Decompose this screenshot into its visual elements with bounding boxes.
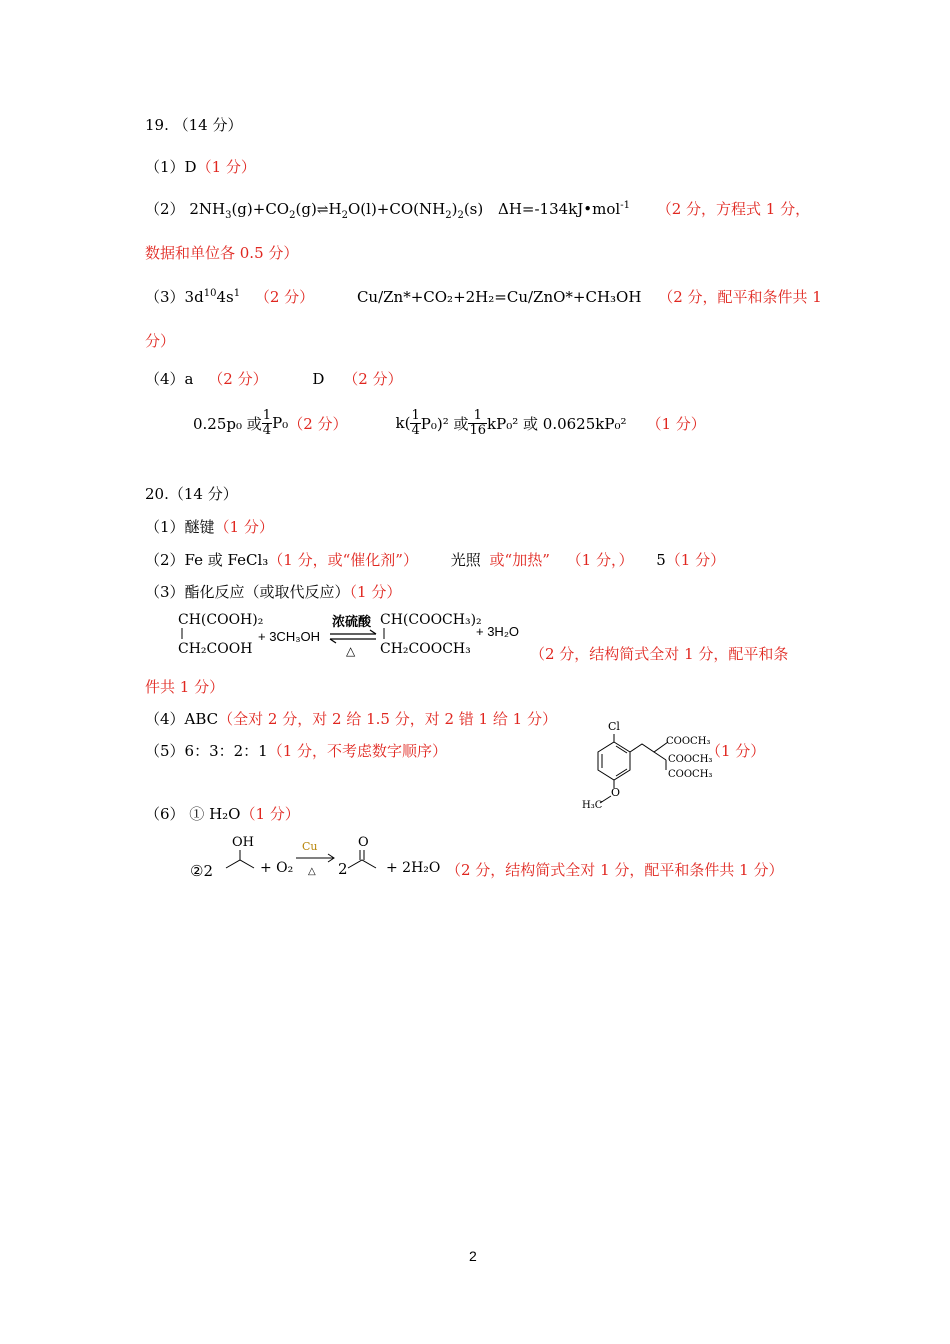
q20-part3-answer: （3）酯化反应（或取代反应）: [145, 583, 350, 601]
q20-part2-answer: （2）Fe 或 FeCl₃: [145, 551, 269, 569]
q19-header: 19. （14 分）: [145, 116, 243, 134]
q19-part4-score4: （1 分）: [646, 414, 706, 433]
q20-part3-score: （1 分）: [349, 583, 402, 601]
q19-part4-kp-sq: P₀)² 或: [420, 414, 469, 433]
product-ch2-cooch3: CH₂COOCH₃: [380, 641, 471, 657]
acetone-skeleton: [348, 860, 376, 868]
fraction-one-quarter-2: $\frac{1}{4}$: [411, 407, 420, 438]
q20-part2-light: 光照: [450, 551, 481, 569]
atom-o: O: [611, 786, 621, 799]
q19-part3: [145, 287, 822, 307]
q20-part2-score3: （1 分）: [665, 551, 726, 569]
q19-part1-score: （1 分）: [196, 158, 256, 176]
ester-group-1: COOCH₃: [666, 736, 711, 747]
q20-part6-score1: （1 分）: [240, 805, 300, 823]
methanol-term: + 3CH₃OH: [258, 629, 321, 644]
q19-part4-score1: （2 分）: [208, 370, 268, 388]
q20-part1: [145, 517, 274, 537]
q20-part3: [145, 582, 401, 602]
q19-part2-label: （2）: [145, 200, 185, 218]
q20-part5-structure-score: （1 分）: [706, 742, 766, 760]
page-number: 2: [469, 1248, 477, 1264]
q20-part1-answer: （1）醚键: [145, 518, 215, 536]
q19-part4-answer-d: D: [312, 370, 325, 388]
q19-part3-config: $(3)3d^{10}4s^1$: [145, 288, 241, 306]
carbonyl-o: O: [358, 835, 369, 850]
side-chain-branch: [654, 752, 666, 760]
ester-group-2: COOCH₃: [668, 754, 713, 765]
eq-coef-2: ②2: [190, 862, 213, 880]
product-coef-2: 2: [338, 860, 348, 878]
q20-part1-score: （1 分）: [214, 518, 274, 536]
q19-part4-score2: （2 分）: [343, 370, 403, 388]
q20-part2-score2: （1 分，）: [566, 551, 634, 569]
catalyst-cu: Cu: [302, 840, 318, 853]
methyl-h3c: H₃C: [582, 800, 603, 811]
fraction-one-quarter: $\frac{1}{4}$: [262, 407, 272, 438]
q20-part6-oxidation-equation: [188, 832, 446, 882]
q19-part2-dh: ΔH=-134kJ•mol$^{-1}$: [498, 200, 630, 218]
q19-part2-equation: $2NH_3(g)+CO_2(g)\rightleftharpoons H_2O(l)+CO(NH_2)_2(s)$: [189, 200, 484, 221]
q20-part4-answer: （4）ABC: [145, 710, 219, 728]
isopropanol-skeleton: [226, 860, 254, 868]
q19-part2: [145, 199, 810, 220]
q20-part4: [145, 709, 557, 729]
benzene-ring: [598, 742, 630, 780]
product-ch-cooch3-2: CH(COOCH₃)₂: [380, 612, 482, 628]
q19-part4-pressure: 0.25p₀ 或: [193, 414, 262, 433]
q20-part4-score: （全对 2 分，对 2 给 1.5 分，对 2 错 1 给 1 分）: [218, 710, 557, 728]
q19-part3-score2: （2 分，配平和条件共 1: [658, 288, 822, 306]
q19-part1: [145, 157, 256, 177]
q20-part5-score: （1 分，不考虑数字顺序）: [267, 742, 448, 760]
q20-part5-answer: （5）6：3：2：1: [145, 742, 268, 760]
oxygen-term: + O₂: [260, 860, 294, 876]
q20-part5-structure: [578, 712, 778, 812]
q19-part4-line2: [193, 403, 706, 443]
group-oh: OH: [232, 835, 254, 850]
heat-symbol: △: [308, 866, 316, 877]
q20-part2-number: 5: [656, 551, 666, 569]
q20-part6-answer: （6） ① H₂O: [145, 805, 241, 823]
atom-cl: Cl: [608, 720, 620, 733]
reactant-ch-cooh2: CH(COOH)₂: [178, 612, 264, 628]
q19-part4-k: k(: [395, 414, 411, 432]
q19-part4-p0: P₀: [272, 414, 289, 432]
q20-part3-eq-score-cont: 件共 1 分）: [145, 678, 225, 696]
q19-part3-score2-cont: 分）: [145, 332, 176, 350]
condition-conc-sulfuric-acid: 浓硫酸: [332, 614, 372, 629]
side-chain: [630, 742, 668, 752]
q19-part2-score: （2 分，方程式 1 分，: [656, 200, 811, 218]
q19-part4-kp-value: kP₀² 或 0.0625kP₀²: [487, 414, 627, 433]
q20-part2: [145, 550, 725, 570]
q19-part4-score3: （2 分）: [288, 414, 348, 433]
q20-part2-alt: 或“加热”: [489, 551, 550, 569]
reactant-ch2-cooh: CH₂COOH: [178, 641, 253, 657]
fraction-one-sixteenth: $\frac{1}{16}$: [469, 407, 487, 438]
q20-part2-score1: （1 分，或“催化剂”）: [268, 551, 418, 569]
water-term: + 3H₂O: [476, 624, 519, 639]
q19-part4: [145, 369, 403, 389]
water-term-2: + 2H₂O: [386, 860, 441, 876]
q20-part3-esterification-equation: [170, 608, 530, 660]
ester-group-3: COOCH₃: [668, 769, 713, 780]
q19-part3-score1: （2 分）: [254, 288, 315, 306]
condition-heat: △: [346, 644, 356, 658]
q20-header: 20.（14 分）: [145, 485, 238, 503]
q19-part1-answer: （1）D: [145, 158, 197, 176]
q19-part3-equation: Cu/Zn*+CO₂+2H₂=Cu/ZnO*+CH₃OH: [356, 288, 642, 306]
q20-part3-eq-score: （2 分，结构简式全对 1 分，配平和条: [530, 645, 789, 663]
q19-part2-score-cont: 数据和单位各 0.5 分）: [145, 244, 299, 262]
q20-part5: [145, 741, 447, 761]
q20-part6: [145, 804, 300, 824]
q19-part4-answer-a: （4）a: [145, 370, 194, 388]
q20-part6-score2: （2 分，结构简式全对 1 分，配平和条件共 1 分）: [446, 861, 784, 879]
